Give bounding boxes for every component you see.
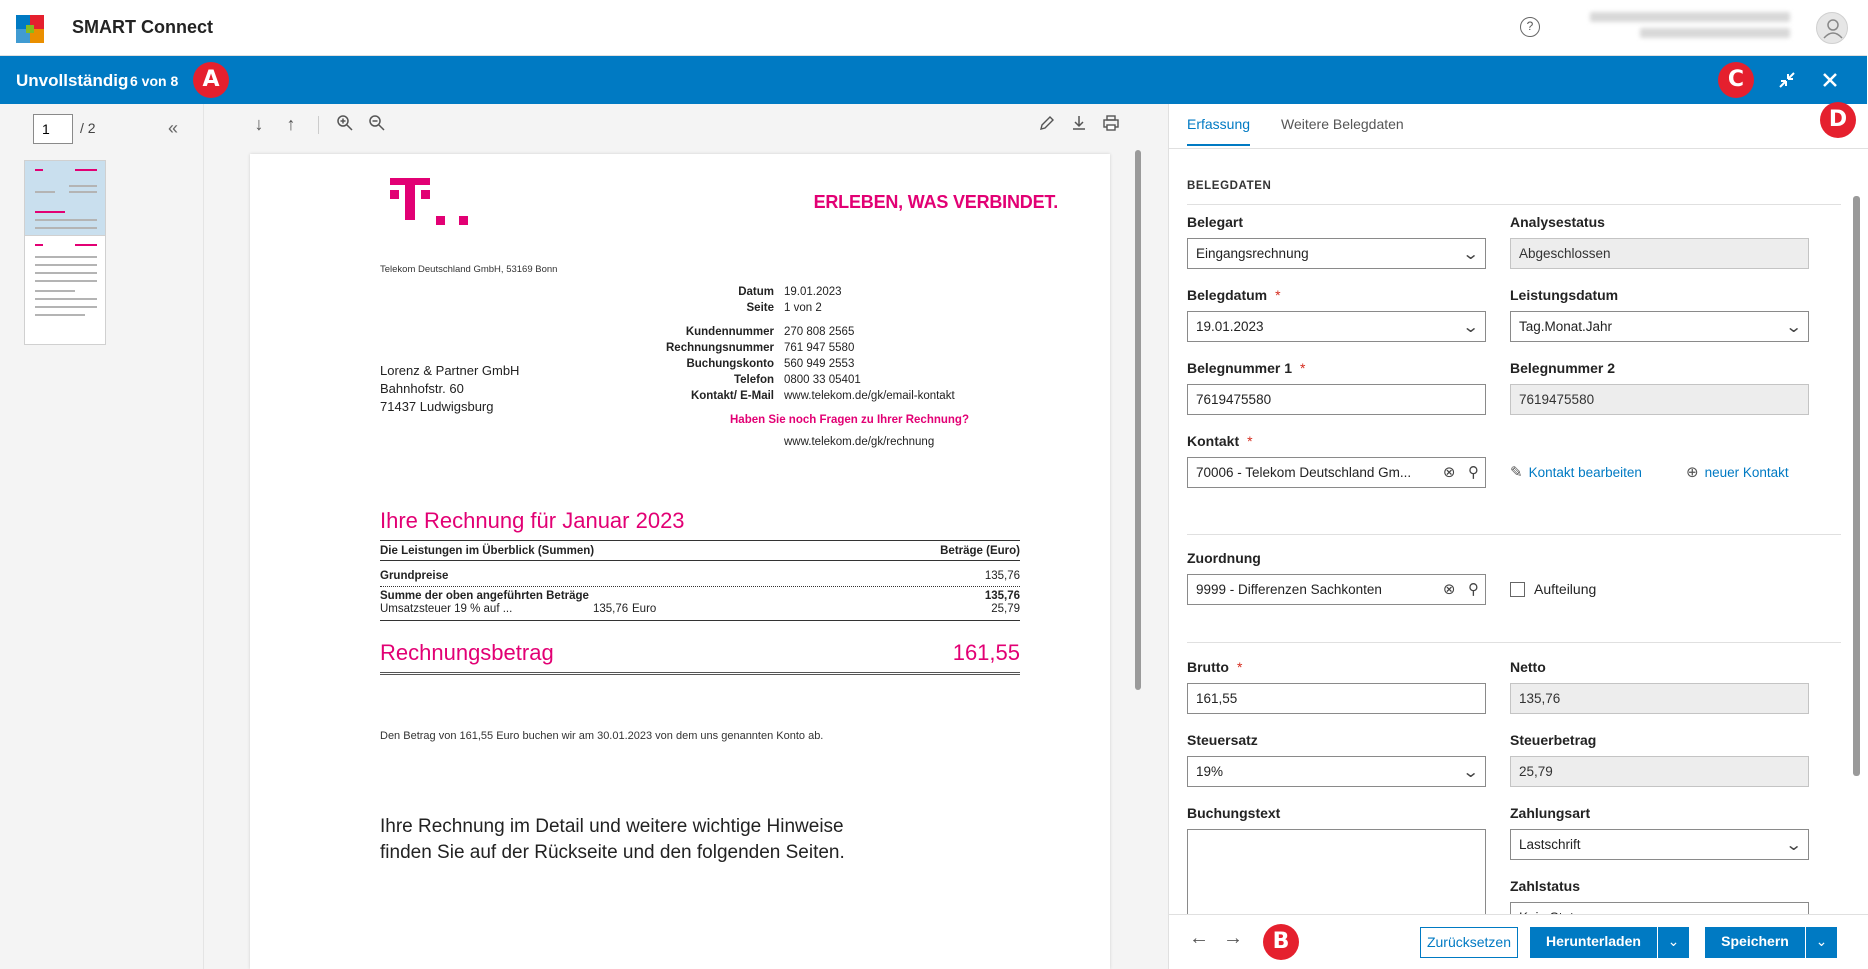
edit-pencil-icon[interactable]: [1036, 114, 1058, 136]
belegart-label: Belegart: [1187, 214, 1244, 230]
table-rule: [380, 540, 1020, 541]
row-value: 135,76: [984, 590, 1020, 602]
document-counter: 6 von 8: [130, 73, 179, 89]
brutto-input[interactable]: [1187, 683, 1486, 714]
steuerbetrag-label: Steuerbetrag: [1510, 732, 1597, 748]
recipient-line: 71437 Ludwigsburg: [380, 399, 494, 414]
brutto-value: 161,55: [1196, 691, 1238, 706]
marker-a: A: [193, 62, 229, 98]
row-label: Grundpreise: [380, 570, 449, 582]
chevron-down-icon: ⌄: [1667, 933, 1680, 949]
toolbar-divider: [318, 116, 319, 134]
required-mark: *: [1300, 360, 1306, 376]
belegart-value: Eingangsrechnung: [1196, 246, 1309, 261]
search-icon[interactable]: ⚲: [1468, 464, 1479, 481]
print-icon[interactable]: [1100, 114, 1122, 136]
meta-value: 560 949 2553: [784, 358, 855, 370]
document-header-bar: [0, 56, 1867, 104]
hint-text: [380, 814, 845, 866]
chevron-down-icon: ⌄: [1461, 246, 1480, 263]
table-row-summe: [380, 590, 1020, 602]
steuersatz-select[interactable]: [1187, 756, 1486, 787]
zahlungsart-select[interactable]: [1510, 829, 1809, 860]
kontakt-field-icons: [1443, 463, 1479, 481]
meta-key: Seite: [746, 302, 774, 314]
analysestatus-label: Analysestatus: [1510, 214, 1605, 230]
hint-line: Ihre Rechnung im Detail und weitere wichtige Hinweise: [380, 816, 844, 837]
zahlungsart-label: Zahlungsart: [1510, 805, 1591, 821]
buchungstext-label: Buchungstext: [1187, 805, 1281, 821]
brutto-label: [1187, 659, 1242, 675]
table-rule: [380, 560, 1020, 561]
netto-label: Netto: [1510, 659, 1546, 675]
app-logo[interactable]: [16, 15, 44, 43]
kontakt-edit-text: Kontakt bearbeiten: [1528, 465, 1642, 480]
kontakt-value: 70006 - Telekom Deutschland Gm...: [1196, 465, 1412, 480]
belegdatum-label: [1187, 287, 1281, 303]
clear-icon[interactable]: ⊗: [1442, 581, 1456, 598]
meta-value: 1 von 2: [784, 302, 822, 314]
belegnummer2-value: 7619475580: [1519, 392, 1595, 407]
zuordnung-value: 9999 - Differenzen Sachkonten: [1196, 582, 1382, 597]
aufteilung-label: Aufteilung: [1534, 581, 1597, 597]
search-icon[interactable]: ⚲: [1468, 581, 1479, 598]
recipient-line: Lorenz & Partner GmbH: [380, 363, 520, 378]
user-avatar-icon[interactable]: [1816, 12, 1848, 44]
marker-c: C: [1718, 62, 1754, 98]
belegnummer1-label-text: Belegnummer 1: [1187, 360, 1293, 376]
reset-button[interactable]: Zurücksetzen: [1420, 927, 1518, 958]
previous-page-icon[interactable]: ↑: [286, 114, 296, 134]
row-value: 25,79: [991, 603, 1020, 615]
form-divider: [1187, 534, 1841, 535]
leistungsdatum-label: Leistungsdatum: [1510, 287, 1619, 303]
form-panel: [1168, 104, 1867, 969]
question-url: www.telekom.de/gk/rechnung: [784, 436, 935, 448]
table-header: [380, 545, 1020, 557]
status-title: Unvollständig: [16, 71, 129, 90]
clear-icon[interactable]: ⊗: [1442, 464, 1456, 481]
table-header-right: Beträge (Euro): [940, 545, 1020, 557]
belegart-select[interactable]: [1187, 238, 1486, 269]
help-icon[interactable]: ?: [1520, 17, 1540, 37]
belegdatum-picker[interactable]: [1187, 311, 1486, 342]
zahlstatus-clip: [1510, 902, 1809, 914]
download-dropdown-button[interactable]: [1657, 927, 1689, 958]
meta-value: 761 947 5580: [784, 342, 855, 354]
belegnummer1-label: [1187, 360, 1306, 376]
belegnummer2-label: Belegnummer 2: [1510, 360, 1616, 376]
chevron-down-icon: ⌄: [1461, 319, 1480, 336]
next-document-icon[interactable]: →: [1223, 927, 1243, 949]
leistungsdatum-value: Tag.Monat.Jahr: [1519, 319, 1613, 334]
table-row-ust: [380, 603, 1020, 615]
table-rule: [380, 620, 1020, 621]
row-currency: Euro: [632, 603, 657, 615]
collapse-panel-icon[interactable]: «: [168, 118, 179, 138]
download-icon[interactable]: [1068, 114, 1090, 136]
steuersatz-label: Steuersatz: [1187, 732, 1258, 748]
kontakt-label: [1187, 433, 1253, 449]
leistungsdatum-picker[interactable]: [1510, 311, 1809, 342]
recipient-address: [380, 362, 519, 416]
app-title: SMART Connect: [72, 17, 213, 37]
belegnummer2-field: [1510, 384, 1809, 415]
invoice-title: Ihre Rechnung für Januar 2023: [380, 508, 685, 533]
zuordnung-field-icons: [1443, 580, 1479, 598]
section-divider: [1187, 204, 1841, 205]
telekom-logo: [390, 178, 430, 230]
user-info-blurred: [1590, 12, 1800, 44]
kontakt-label-text: Kontakt: [1187, 433, 1240, 449]
belegnummer1-value: 7619475580: [1196, 392, 1272, 407]
telekom-logo-dots: [436, 212, 482, 228]
debit-note: Den Betrag von 161,55 Euro buchen wir am 30.01.2023 von dem uns genannten Konto ab.: [380, 730, 824, 742]
top-bar: [0, 0, 1867, 56]
tab-erfassung[interactable]: Erfassung: [1187, 116, 1250, 146]
marker-d: D: [1820, 102, 1856, 138]
zoom-out-icon[interactable]: [366, 114, 388, 136]
meta-value: 270 808 2565: [784, 326, 855, 338]
meta-value: 0800 33 05401: [784, 374, 861, 386]
zuordnung-label: Zuordnung: [1187, 550, 1261, 566]
marker-b: B: [1263, 924, 1299, 960]
kontakt-search-input[interactable]: [1187, 457, 1486, 488]
kontakt-edit-link[interactable]: [1510, 463, 1642, 481]
chevron-down-icon: ⌄: [1784, 319, 1803, 336]
page-number-input[interactable]: [33, 114, 73, 144]
next-page-icon[interactable]: ↓: [254, 114, 264, 134]
total-label: Rechnungsbetrag: [380, 640, 554, 665]
total-value: 161,55: [952, 640, 1020, 665]
belegdatum-label-text: Belegdatum: [1187, 287, 1268, 303]
section-title: BELEGDATEN: [1187, 180, 1272, 192]
row-base: 135,76: [593, 603, 629, 615]
buchungstext-textarea[interactable]: [1187, 829, 1486, 915]
meta-value: 19.01.2023: [784, 286, 842, 298]
tab-weitere-belegdaten[interactable]: Weitere Belegdaten: [1281, 116, 1404, 132]
netto-field: [1510, 683, 1809, 714]
document-viewer: [204, 104, 1168, 969]
brutto-label-text: Brutto: [1187, 659, 1229, 675]
belegdatum-value: 19.01.2023: [1196, 319, 1264, 334]
meta-key: Buchungskonto: [686, 358, 774, 370]
close-icon[interactable]: [1818, 68, 1842, 92]
netto-value: 135,76: [1519, 691, 1561, 706]
recipient-line: Bahnhofstr. 60: [380, 381, 464, 396]
zuordnung-search-input[interactable]: [1187, 574, 1486, 605]
download-button[interactable]: Herunterladen: [1530, 927, 1657, 958]
question-line: Haben Sie noch Fragen zu Ihrer Rechnung?: [730, 414, 969, 426]
required-mark: *: [1275, 287, 1281, 303]
form-scrollbar[interactable]: [1853, 196, 1860, 776]
table-header-left: Die Leistungen im Überblick (Summen): [380, 545, 595, 557]
row-label: Summe der oben angeführten Beträge: [380, 590, 589, 602]
row-label: Umsatzsteuer 19 % auf ...: [380, 603, 513, 615]
analysestatus-field: [1510, 238, 1809, 269]
sender-line: Telekom Deutschland GmbH, 53169 Bonn: [380, 264, 558, 275]
required-mark: *: [1237, 659, 1243, 675]
form-divider: [1187, 642, 1841, 643]
zoom-in-icon[interactable]: [334, 114, 356, 136]
total-double-rule: [380, 672, 1020, 675]
invoice-page: [250, 154, 1110, 969]
slogan: ERLEBEN, WAS VERBINDET.: [813, 192, 1058, 212]
edit-icon: ✎: [1510, 464, 1523, 481]
collapse-view-icon[interactable]: [1775, 68, 1799, 92]
page-total: / 2: [80, 120, 96, 136]
table-rule: [380, 586, 1020, 587]
form-footer: [1169, 914, 1868, 969]
chevron-down-icon: ⌄: [1461, 764, 1480, 781]
steuerbetrag-field: [1510, 756, 1809, 787]
meta-key: Kontakt/ E-Mail: [690, 390, 774, 402]
belegnummer1-input[interactable]: [1187, 384, 1486, 415]
meta-key: Rechnungsnummer: [666, 342, 774, 354]
analysestatus-value: Abgeschlossen: [1519, 246, 1611, 261]
meta-key: Datum: [738, 286, 774, 298]
previous-document-icon[interactable]: ←: [1189, 927, 1209, 949]
thumbnail-panel: [0, 104, 204, 969]
steuerbetrag-value: 25,79: [1519, 764, 1553, 779]
viewer-scrollbar[interactable]: [1135, 150, 1141, 690]
save-button[interactable]: Speichern: [1705, 927, 1805, 958]
meta-key: Telefon: [733, 374, 774, 386]
page-thumbnail-2[interactable]: [24, 235, 106, 345]
zahlungsart-value: Lastschrift: [1519, 837, 1581, 852]
tab-divider: [1169, 148, 1868, 149]
add-circle-icon: ⊕: [1686, 464, 1699, 481]
aufteilung-checkbox[interactable]: [1510, 582, 1525, 597]
chevron-down-icon: ⌄: [1815, 933, 1828, 949]
save-dropdown-button[interactable]: [1805, 927, 1837, 958]
new-contact-link[interactable]: [1686, 463, 1789, 481]
row-value: 135,76: [984, 570, 1020, 582]
zahlstatus-label: Zahlstatus: [1510, 878, 1581, 894]
hint-line: finden Sie auf der Rückseite und den folgenden Seiten.: [380, 842, 845, 863]
chevron-down-icon: ⌄: [1784, 837, 1803, 854]
steuersatz-value: 19%: [1196, 764, 1224, 779]
meta-value: www.telekom.de/gk/email-kontakt: [784, 390, 955, 402]
new-contact-text: neuer Kontakt: [1704, 465, 1789, 480]
meta-key: Kundennummer: [685, 326, 774, 338]
table-row-grundpreise: [380, 570, 1020, 582]
required-mark: *: [1247, 433, 1253, 449]
